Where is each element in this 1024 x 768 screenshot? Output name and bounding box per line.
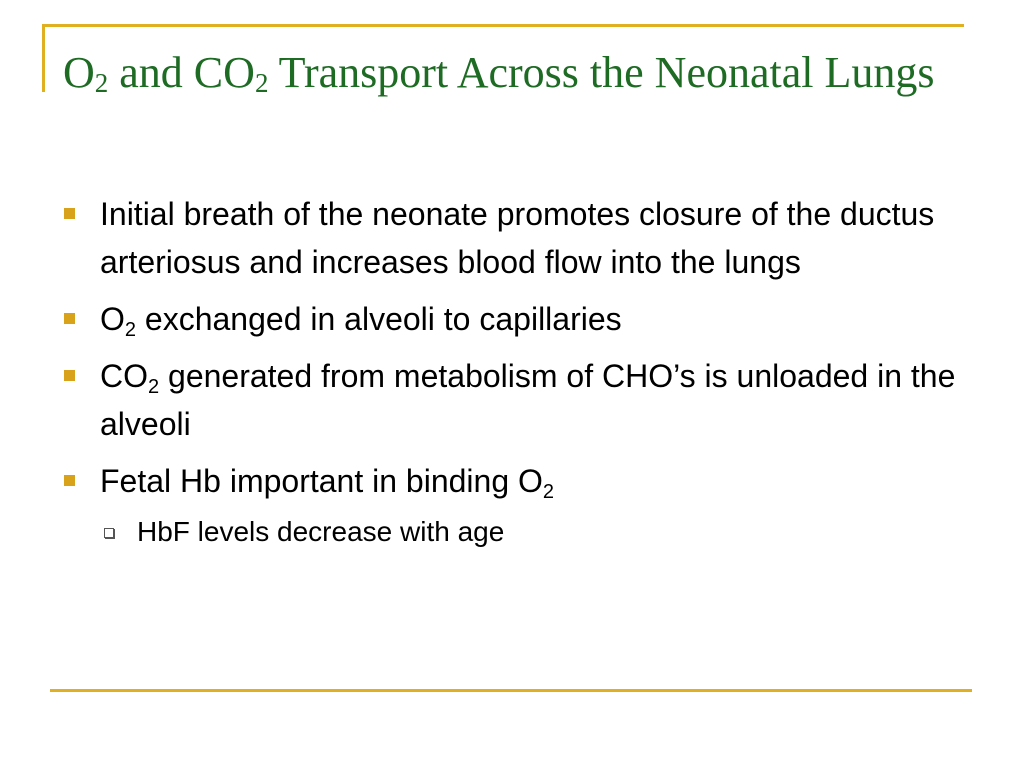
hollow-square-bullet-icon bbox=[104, 528, 114, 538]
bullet-text-post: exchanged in alveoli to capillaries bbox=[136, 301, 622, 337]
left-accent-line bbox=[42, 24, 45, 92]
bullet-item-4 bbox=[62, 457, 972, 505]
bullet-subscript: 2 bbox=[542, 481, 555, 503]
title-text-part3: Transport Across the Neonatal Lungs bbox=[268, 48, 935, 97]
sub-bullet-item-1 bbox=[62, 512, 972, 552]
square-bullet-icon bbox=[64, 370, 75, 381]
bullet-item-2 bbox=[62, 295, 972, 343]
title-subscript-2: 2 bbox=[254, 68, 269, 98]
bullet-text-post: generated from metabolism of CHO’s is unloaded in the alveoli bbox=[100, 358, 956, 442]
bullet-item-3 bbox=[62, 352, 972, 448]
title-subscript-1: 2 bbox=[94, 68, 109, 98]
square-bullet-icon bbox=[64, 208, 75, 219]
bullet-subscript: 2 bbox=[148, 376, 160, 398]
square-bullet-icon bbox=[64, 475, 75, 486]
bullet-text-pre: Fetal Hb important in binding O bbox=[100, 463, 543, 499]
square-bullet-icon bbox=[64, 313, 75, 324]
bullet-text-pre: O bbox=[100, 301, 125, 337]
top-accent-line bbox=[42, 24, 964, 27]
title-text-part2: and CO bbox=[108, 48, 255, 97]
bullet-text: Initial breath of the neonate promotes closure of the ductus arteriosus and increases blood flow into the lungs bbox=[100, 196, 935, 280]
bullet-list bbox=[62, 190, 972, 552]
bullet-text-pre: CO bbox=[100, 358, 148, 394]
title-text-part1: O bbox=[63, 48, 95, 97]
bottom-accent-line bbox=[50, 689, 972, 692]
bullet-item-1 bbox=[62, 190, 972, 286]
bullet-subscript: 2 bbox=[124, 319, 137, 341]
sub-bullet-text: HbF levels decrease with age bbox=[137, 516, 505, 547]
slide-title bbox=[63, 45, 963, 101]
